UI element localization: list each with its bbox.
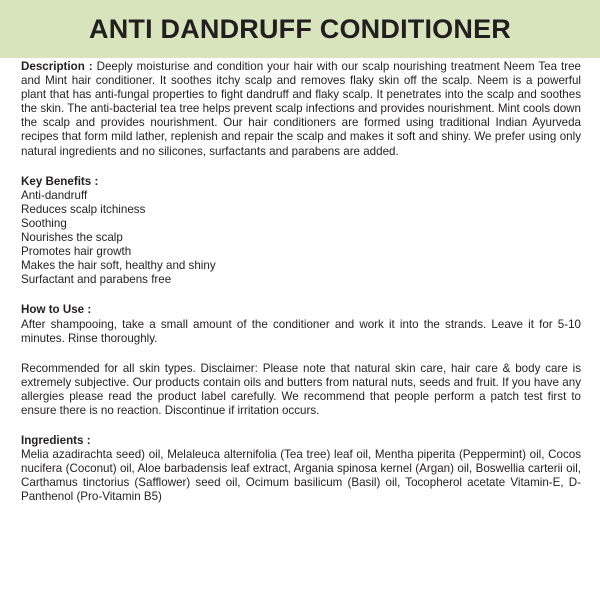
title-banner [0,0,600,58]
benefit-item: Makes the hair soft, healthy and shiny [21,259,216,273]
disclaimer-section [21,362,581,418]
benefit-item: Nourishes the scalp [21,231,123,245]
description-label: Description : [21,60,93,73]
page-title: ANTI DANDRUFF CONDITIONER [89,13,511,44]
content-body [21,60,581,521]
benefit-item: Soothing [21,216,67,230]
benefit-item: Surfactant and parabens free [21,273,172,287]
key-benefits-section [21,175,581,288]
benefit-item: Reduces scalp itchiness [21,202,146,216]
ingredients-section [21,434,581,504]
benefit-item: Anti-dandruff [21,188,88,202]
benefit-item: Promotes hair growth [21,245,132,259]
how-to-use-text: After shampooing, take a small amount of the conditioner and work it into the strands. Leave it for 5-10 minutes. Rinse thoroughly. [21,317,581,345]
description-text: Deeply moisturise and condition your hair with our scalp nourishing treatment Neem Tea tree and Mint hair conditioner. It soothes itchy scalp and removes flaky skin off the scalp. Neem is a powerful plant that has anti-fungal properties to fight dandruff and flaky scalp. It penetrates into the scalp and soothes the skin. The anti-bacterial tea tree helps prevent scalp infections and provides nourishment. Mint cools down the scalp and provides nourishment. Our hair conditioners are formed using traditional Indian Ayurveda recipes that form mild lather, replenish and repair the scalp and makes it soft and shiny. We prefer using only natural ingredients and no silicones, surfactants and parabens are added. [21,60,581,158]
key-benefits-heading: Key Benefits : [21,174,99,188]
description-section [21,60,581,159]
description-paragraph [21,60,581,159]
disclaimer-text: Recommended for all skin types. Disclaimer: Please note that natural skin care, hair care & body care is extremely subjective. Our products contain oils and butters from natural nuts, seeds and fruit. If you have any allergies please read the product label carefully. We recommend that people perform a patch test first to ensure there is no reaction. Discontinue if irritation occurs. [21,361,581,417]
how-to-use-heading: How to Use : [21,303,92,317]
ingredients-text: Melia azadirachta seed) oil, Melaleuca alternifolia (Tea tree) leaf oil, Mentha piperita (Peppermint) oil, Cocos nucifera (Coconut) oil, Aloe barbadensis leaf extract, Argania spinosa kernel (Argan) oil, Boswellia carterii oil, Carthamus tinctorius (Safflower) seed oil, Ocimum basilicum (Basil) oil, Tocopherol acetate Vitamin-E, D-Panthenol (Pro-Vitamin B5) [21,448,581,504]
how-to-use-section [21,303,581,345]
ingredients-heading: Ingredients : [21,434,91,448]
